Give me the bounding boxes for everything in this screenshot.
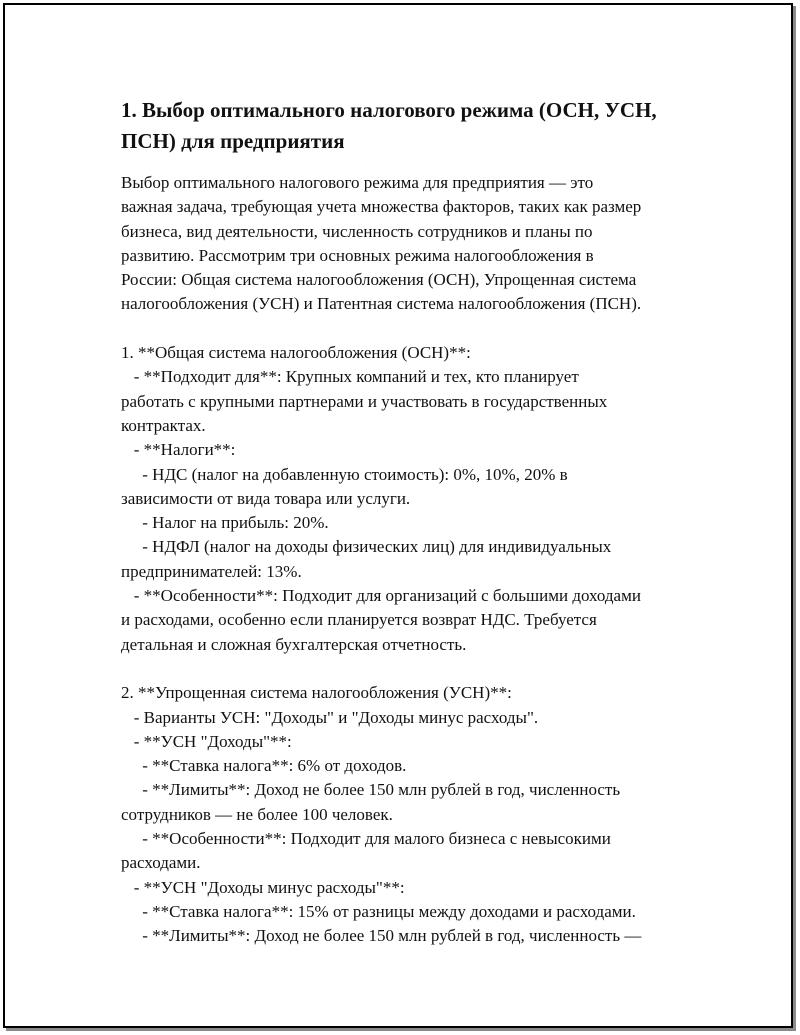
text-line: зависимости от вида товара или услуги. bbox=[121, 488, 411, 508]
text-line: - **Подходит для**: Крупных компаний и тех, кто планирует bbox=[121, 367, 579, 387]
text-line: - **Налоги**: bbox=[121, 440, 236, 460]
text-line: работать с крупными партнерами и участвовать в государственных bbox=[121, 391, 608, 411]
blank-line bbox=[121, 317, 711, 341]
blank-line bbox=[121, 657, 711, 681]
document-page bbox=[3, 3, 793, 1028]
text-line: - **УСН "Доходы минус расходы"**: bbox=[121, 877, 405, 897]
text-line: 1. **Общая система налогообложения (ОСН)**: bbox=[121, 343, 471, 363]
text-line: - **Ставка налога**: 15% от разницы между доходами и расходами. bbox=[121, 901, 636, 921]
document-text bbox=[121, 171, 711, 949]
text-line: - **Лимиты**: Доход не более 150 млн рублей в год, численность — bbox=[121, 926, 642, 946]
text-line: налогообложения (УСН) и Патентная система налогообложения (ПСН). bbox=[121, 294, 642, 314]
text-line: - Варианты УСН: "Доходы" и "Доходы минус расходы". bbox=[121, 707, 539, 727]
text-line: бизнеса, вид деятельности, численность сотрудников и планы по bbox=[121, 221, 593, 241]
document-body bbox=[121, 95, 711, 949]
text-line: - **Особенности**: Подходит для организаций с большими доходами bbox=[121, 586, 641, 606]
text-line: - **Лимиты**: Доход не более 150 млн рублей в год, численность bbox=[121, 780, 621, 800]
text-line: расходами. bbox=[121, 853, 201, 873]
title-line: ПСН) для предприятия bbox=[121, 129, 345, 153]
text-line: важная задача, требующая учета множества факторов, таких как размер bbox=[121, 197, 642, 217]
text-line: Выбор оптимального налогового режима для предприятия — это bbox=[121, 173, 594, 192]
text-line: предпринимателей: 13%. bbox=[121, 561, 302, 581]
text-line: детальная и сложная бухгалтерская отчетность. bbox=[121, 634, 467, 654]
text-line: развитию. Рассмотрим три основных режима налогообложения в bbox=[121, 245, 594, 265]
document-title bbox=[121, 95, 711, 157]
text-line: 2. **Упрощенная система налогообложения (УСН)**: bbox=[121, 683, 512, 703]
text-line: - **Особенности**: Подходит для малого бизнеса с невысокими bbox=[121, 829, 611, 849]
text-line: России: Общая система налогообложения (ОСН), Упрощенная система bbox=[121, 270, 637, 290]
text-line: - НДФЛ (налог на доходы физических лиц) для индивидуальных bbox=[121, 537, 612, 557]
text-line: - **Ставка налога**: 6% от доходов. bbox=[121, 756, 407, 776]
text-line: - **УСН "Доходы"**: bbox=[121, 731, 292, 751]
text-line: - НДС (налог на добавленную стоимость): 0%, 10%, 20% в bbox=[121, 464, 568, 484]
text-line: - Налог на прибыль: 20%. bbox=[121, 513, 329, 533]
text-line: контрактах. bbox=[121, 415, 206, 435]
text-line: и расходами, особенно если планируется возврат НДС. Требуется bbox=[121, 610, 597, 630]
title-line: 1. Выбор оптимального налогового режима (ОСН, УСН, bbox=[121, 98, 657, 122]
text-line: сотрудников — не более 100 человек. bbox=[121, 804, 393, 824]
